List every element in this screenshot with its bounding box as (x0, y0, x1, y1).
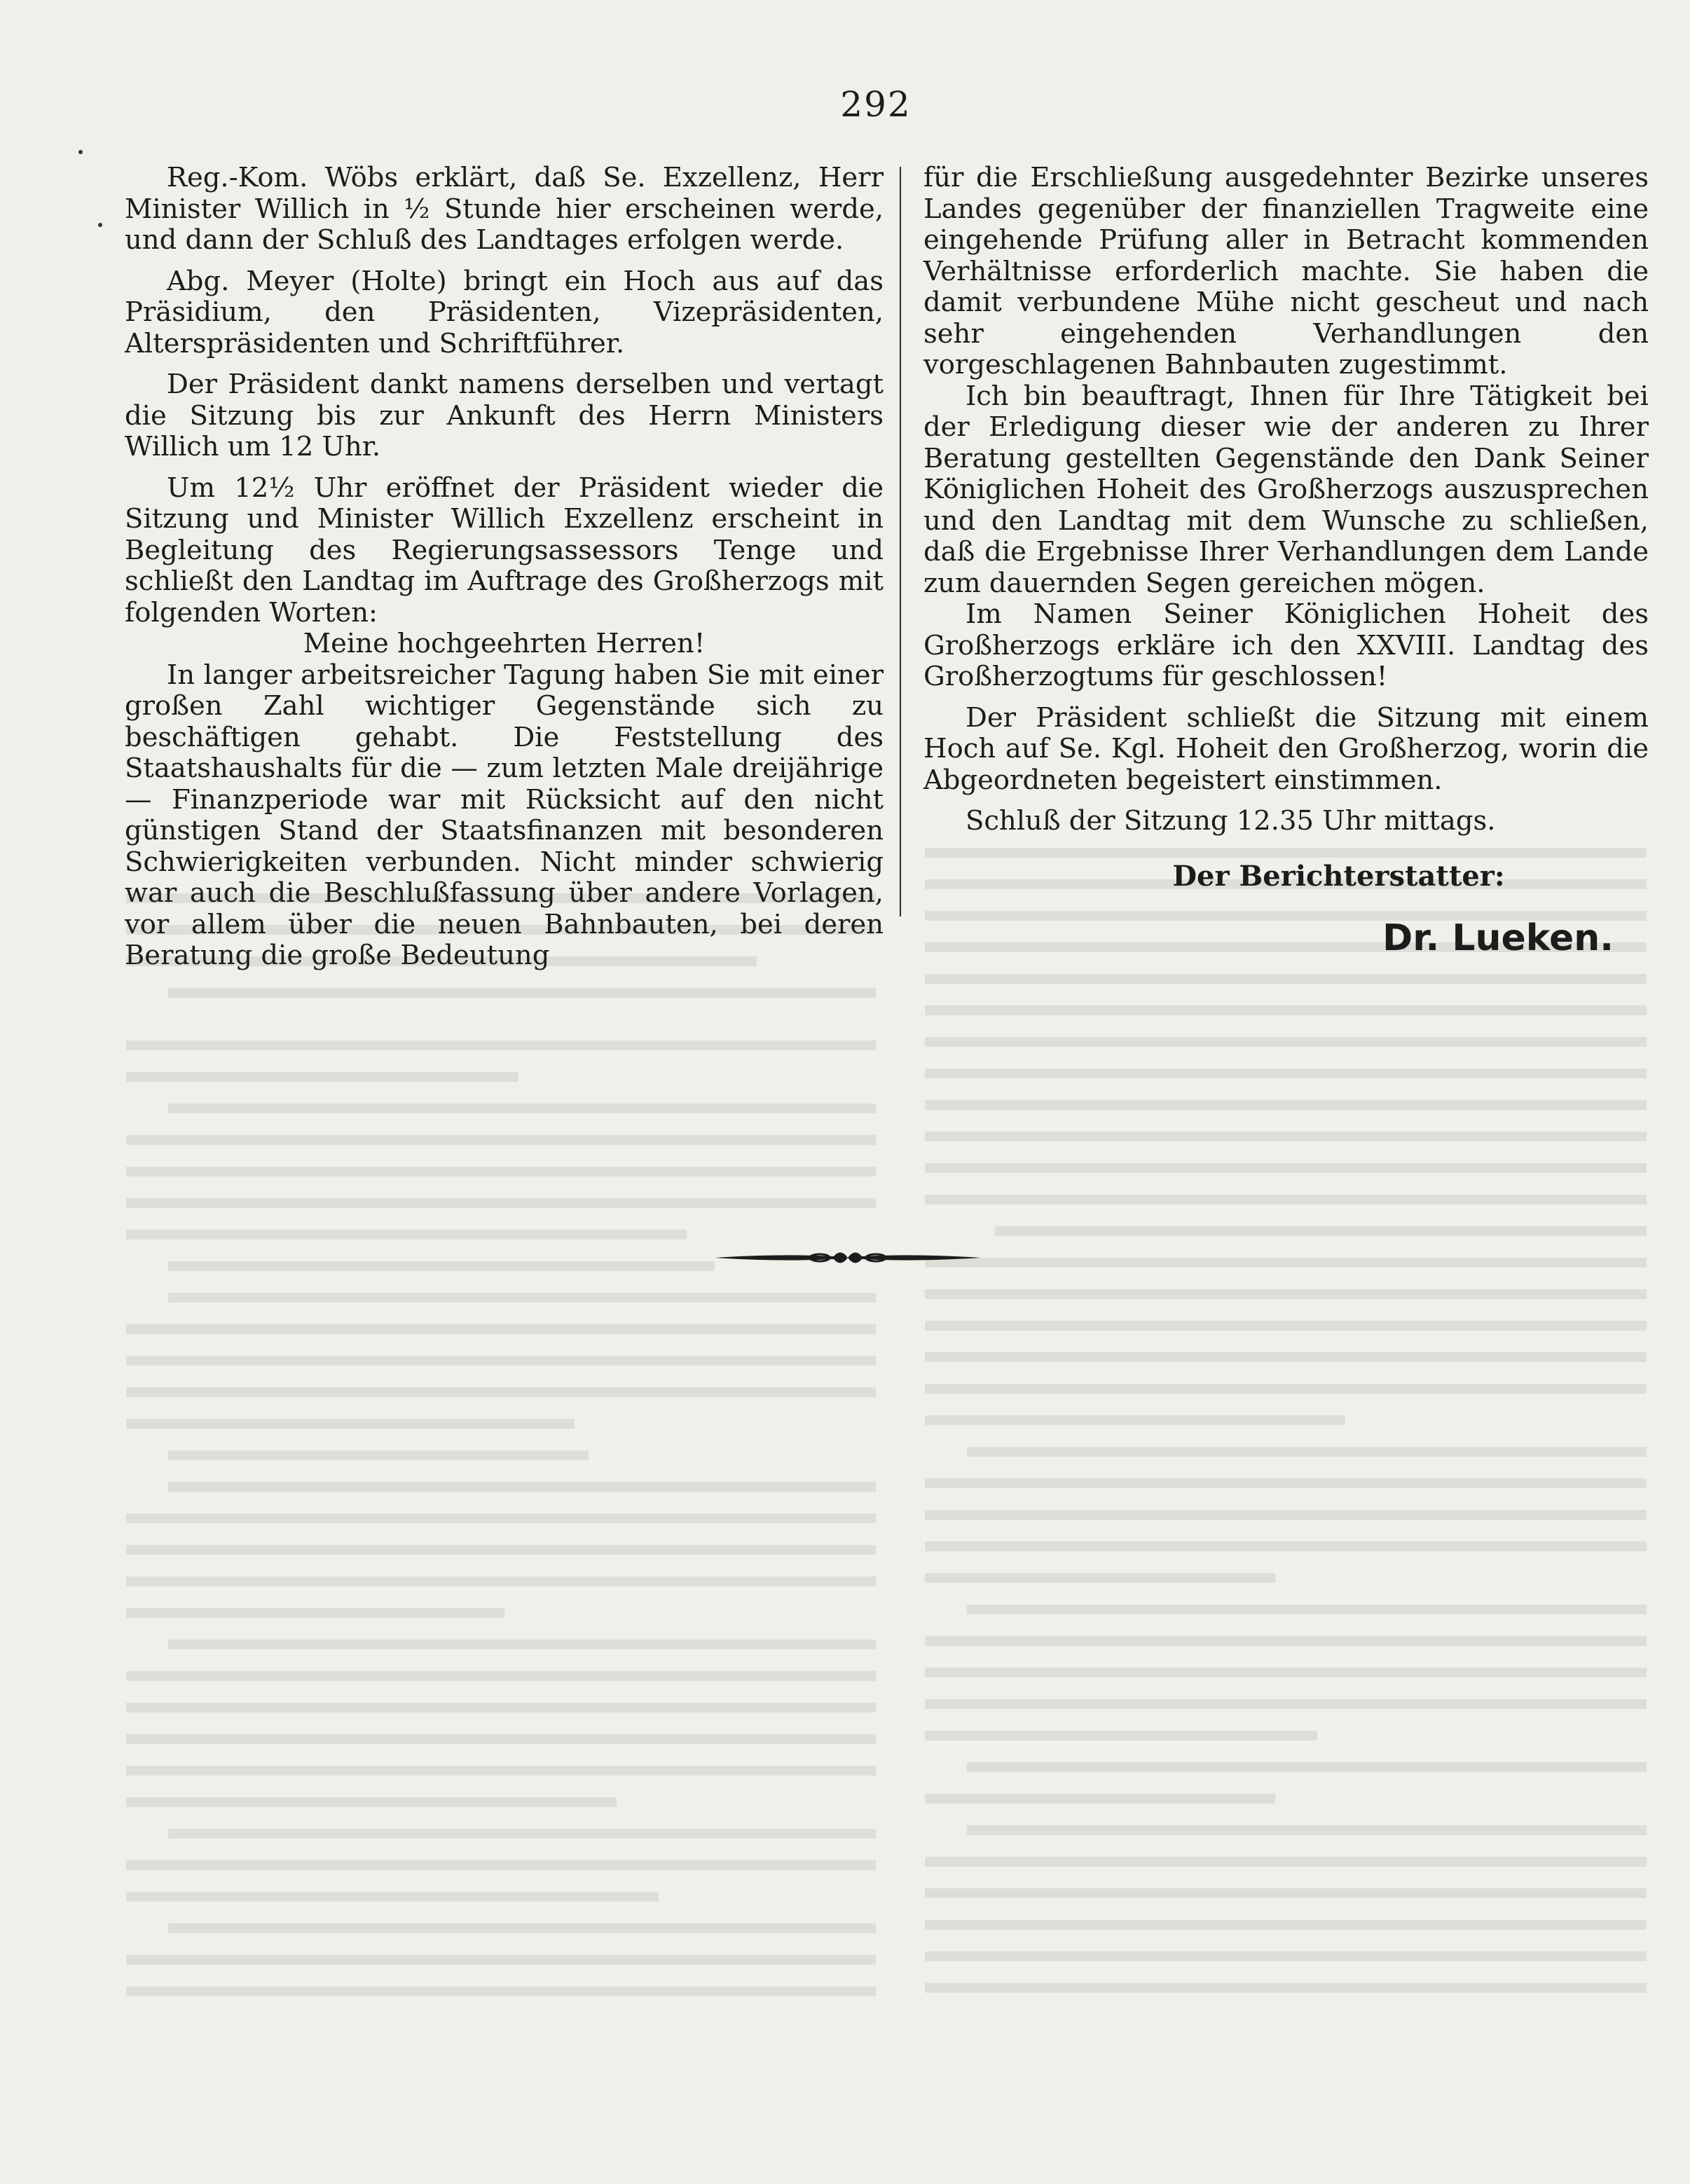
speech-salutation: Meine hochgeehrten Herren! (303, 628, 706, 659)
paragraph-meyer-toast: Abg. Meyer (Holte) bringt ein Hoch aus auf das Präsidium, den Präsidenten, Vizepräsidenten, Alterspräsidenten und Schriftführer. (125, 265, 884, 359)
signer-heading: Der Berichterstatter: (1172, 859, 1505, 893)
speech-paragraph-1-continued: für die Erschließung ausgedehnter Bezirke unseres Landes gegenüber der finanziellen Tragweite eine eingehende Prüfung aller in Betracht kommenden Verhältnisse erforderlich machte. Sie haben die damit verbundene Mühe nicht gescheut und nach sehr eingehenden Verhandlungen den vorgeschlagenen Bahnbauten zugestimmt. (923, 162, 1649, 380)
ink-speck (98, 223, 102, 227)
signer-name: Dr. Lueken. (1382, 917, 1614, 959)
paragraph-commissioner-statement: Reg.-Kom. Wöbs erklärt, daß Se. Exzellenz, Herr Minister Willich in ½ Stunde hier erscheinen werde, und dann der Schluß des Landtages erfolgen werde. (125, 162, 884, 256)
ornamental-rule-icon (715, 1244, 981, 1272)
speech-paragraph-1: In langer arbeitsreicher Tagung haben Sie mit einer großen Zahl wichtiger Gegenstände sich zu beschäftigen gehabt. Die Feststellung des Staatshaushalts für die — zum letzten Male dreijährige — Finanzperiode war mit Rücksicht auf den nicht günstigen Stand der Staatsfinanzen mit besonderen Schwierigkeiten verbunden. Nicht minder schwierig war auch die Beschlußfassung über andere Vorlagen, vor allem über die neuen Bahnbauten, bei deren Beratung die große Bedeutung (125, 659, 884, 971)
left-column (125, 163, 884, 972)
speech-paragraph-2: Ich bin beauftragt, Ihnen für Ihre Tätigkeit bei der Erledigung dieser wie der anderen zu Ihrer Beratung gestellten Gegenstände den Dank Seiner Königlichen Hoheit des Großherzogs auszusprechen und den Landtag mit dem Wunsche zu schließen, daß die Ergebnisse Ihrer Verhandlungen dem Lande zum dauernden Segen gereichen mögen. (923, 380, 1649, 599)
paragraph-session-reopened: Um 12½ Uhr eröffnet der Präsident wieder die Sitzung und Minister Willich Exzellenz erscheint in Begleitung des Regierungsassessors Tenge und schließt den Landtag im Auftrage des Großherzogs mit folgenden Worten: (125, 472, 884, 629)
column-divider (900, 167, 901, 916)
paragraph-president-closes: Der Präsident schließt die Sitzung mit einem Hoch auf Se. Kgl. Hoheit den Großherzog, worin die Abgeordneten begeistert einstimmen. (923, 701, 1649, 796)
paragraph-session-end-time: Schluß der Sitzung 12.35 Uhr mittags. (966, 805, 1496, 837)
page-number: 292 (840, 84, 912, 125)
ink-speck (78, 150, 83, 154)
speech-paragraph-3: Im Namen Seiner Königlichen Hoheit des Großherzogs erkläre ich den XXVIII. Landtag des Großherzogtums für geschlossen! (923, 598, 1649, 692)
paragraph-president-adjourns: Der Präsident dankt namens derselben und vertagt die Sitzung bis zur Ankunft des Herrn Ministers Willich um 12 Uhr. (125, 369, 884, 462)
right-column (923, 162, 1649, 959)
